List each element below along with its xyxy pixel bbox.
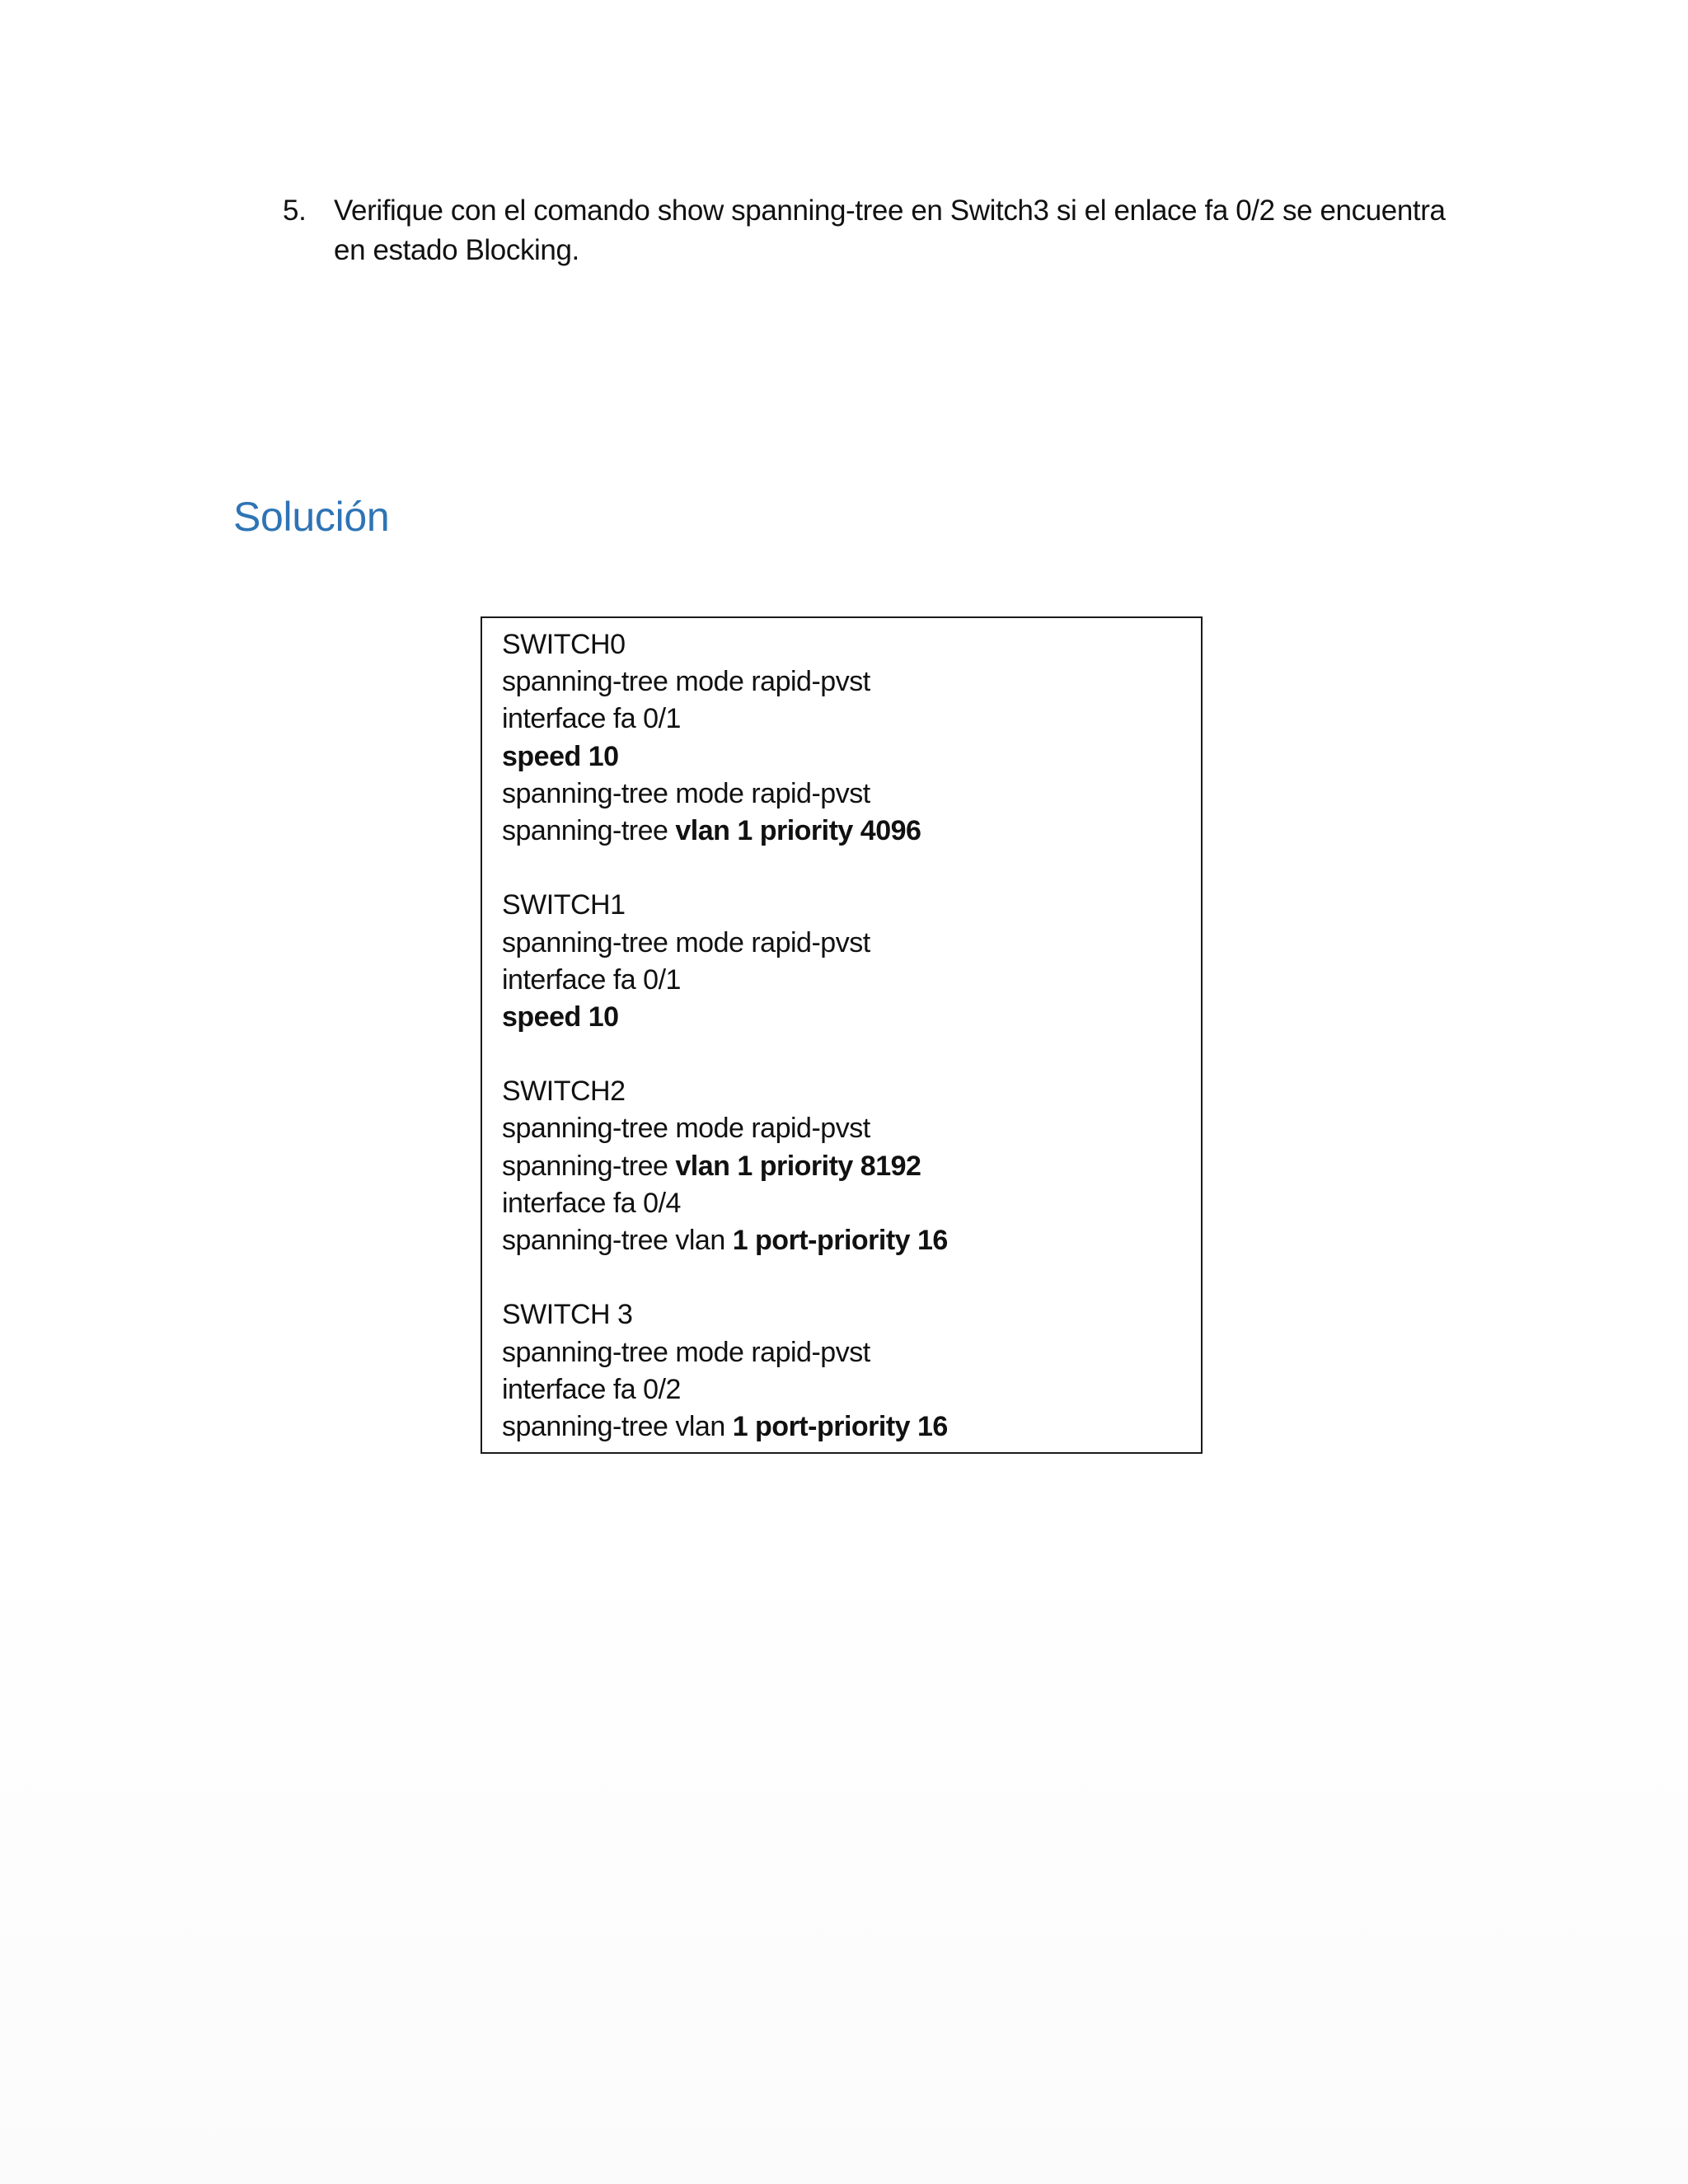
switch2-line-4-plain: spanning-tree vlan [502,1225,733,1256]
switch2-line-2-plain: spanning-tree [502,1150,676,1182]
switch1-line-1: spanning-tree mode rapid-pvst [502,926,870,958]
switch3-line-2: interface fa 0/2 [502,1373,681,1405]
switch2-line-2 [502,1148,948,1185]
switch2-line-3: interface fa 0/4 [502,1187,681,1219]
switch0-line-2: interface fa 0/1 [502,703,681,735]
list-item-line-2: en estado Blocking. [334,234,579,266]
spacer [502,1036,948,1073]
switch2-line-4-bold: 1 port-priority 16 [732,1225,948,1256]
switch3-line-3-bold: 1 port-priority 16 [732,1410,948,1442]
config-box [481,616,1203,1454]
switch3-line-3 [502,1408,948,1446]
switch0-line-5-bold: vlan 1 priority 4096 [675,814,921,846]
switch3-title: SWITCH 3 [502,1299,633,1331]
switch2-line-1: spanning-tree mode rapid-pvst [502,1113,870,1145]
switch1-line-2: interface fa 0/1 [502,963,681,996]
switch0-line-1: spanning-tree mode rapid-pvst [502,666,870,698]
list-item-line-1: Verifique con el comando show spanning-tree en Switch3 si el enlace fa 0/2 se encuentra [334,194,1446,227]
switch1-line-3: speed 10 [502,1001,619,1033]
section-heading: Solución [233,494,390,540]
list-item-number: 5. [283,194,307,227]
switch2-title: SWITCH2 [502,1076,626,1108]
spacer [502,1259,948,1296]
switch0-line-5 [502,813,948,850]
spacer [502,850,948,887]
switch2-line-2-bold: vlan 1 priority 8192 [675,1150,921,1182]
config-text [502,626,948,1446]
switch2-line-4 [502,1222,948,1259]
switch1-title: SWITCH1 [502,889,626,921]
list-item-text [334,191,1455,270]
switch3-line-1: spanning-tree mode rapid-pvst [502,1336,870,1368]
switch0-line-3: speed 10 [502,740,619,772]
switch0-line-4: spanning-tree mode rapid-pvst [502,777,870,809]
switch0-title: SWITCH0 [502,629,626,660]
switch3-line-3-plain: spanning-tree vlan [502,1410,733,1442]
switch0-line-5-plain: spanning-tree [502,814,676,846]
